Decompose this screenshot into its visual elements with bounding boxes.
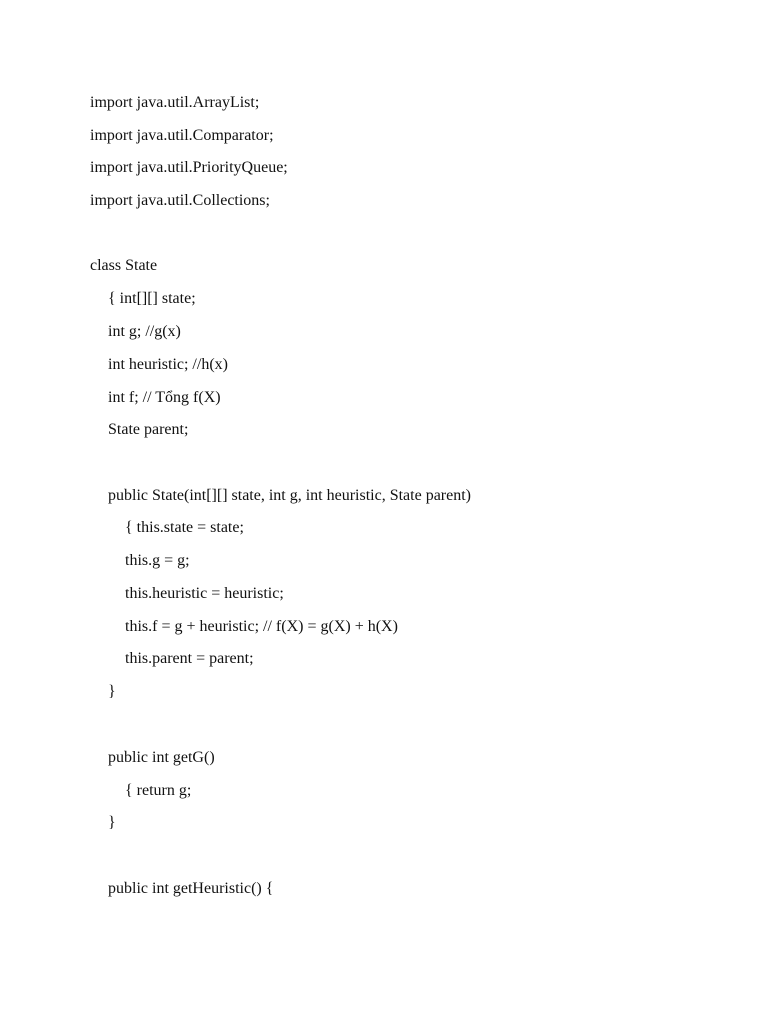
constructor-state-assignment-line: { this.state = state; — [125, 519, 244, 536]
f-field-line: int f; // Tổng f(X) — [108, 389, 221, 406]
constructor-parent-assignment-line: this.parent = parent; — [125, 650, 254, 667]
import-collections-line: import java.util.Collections; — [90, 192, 270, 209]
state-field-line: { int[][] state; — [108, 290, 196, 307]
constructor-signature-line: public State(int[][] state, int g, int heuristic, State parent) — [108, 487, 472, 504]
constructor-heuristic-assignment-line: this.heuristic = heuristic; — [125, 585, 284, 602]
getheuristic-signature-line: public int getHeuristic() { — [108, 880, 274, 897]
import-comparator-line: import java.util.Comparator; — [90, 127, 274, 144]
import-arraylist-line: import java.util.ArrayList; — [90, 94, 260, 111]
class-declaration-line: class State — [90, 257, 158, 274]
heuristic-field-line: int heuristic; //h(x) — [108, 356, 228, 373]
constructor-closing-brace: } — [108, 683, 116, 700]
getg-signature-line: public int getG() — [108, 749, 215, 766]
import-priorityqueue-line: import java.util.PriorityQueue; — [90, 159, 288, 176]
g-field-line: int g; //g(x) — [108, 323, 181, 340]
constructor-f-assignment-line: this.f = g + heuristic; // f(X) = g(X) + h(X) — [125, 618, 398, 635]
getg-return-line: { return g; — [125, 782, 192, 799]
constructor-g-assignment-line: this.g = g; — [125, 552, 190, 569]
getg-closing-brace: } — [108, 814, 116, 831]
parent-field-line: State parent; — [108, 421, 189, 438]
